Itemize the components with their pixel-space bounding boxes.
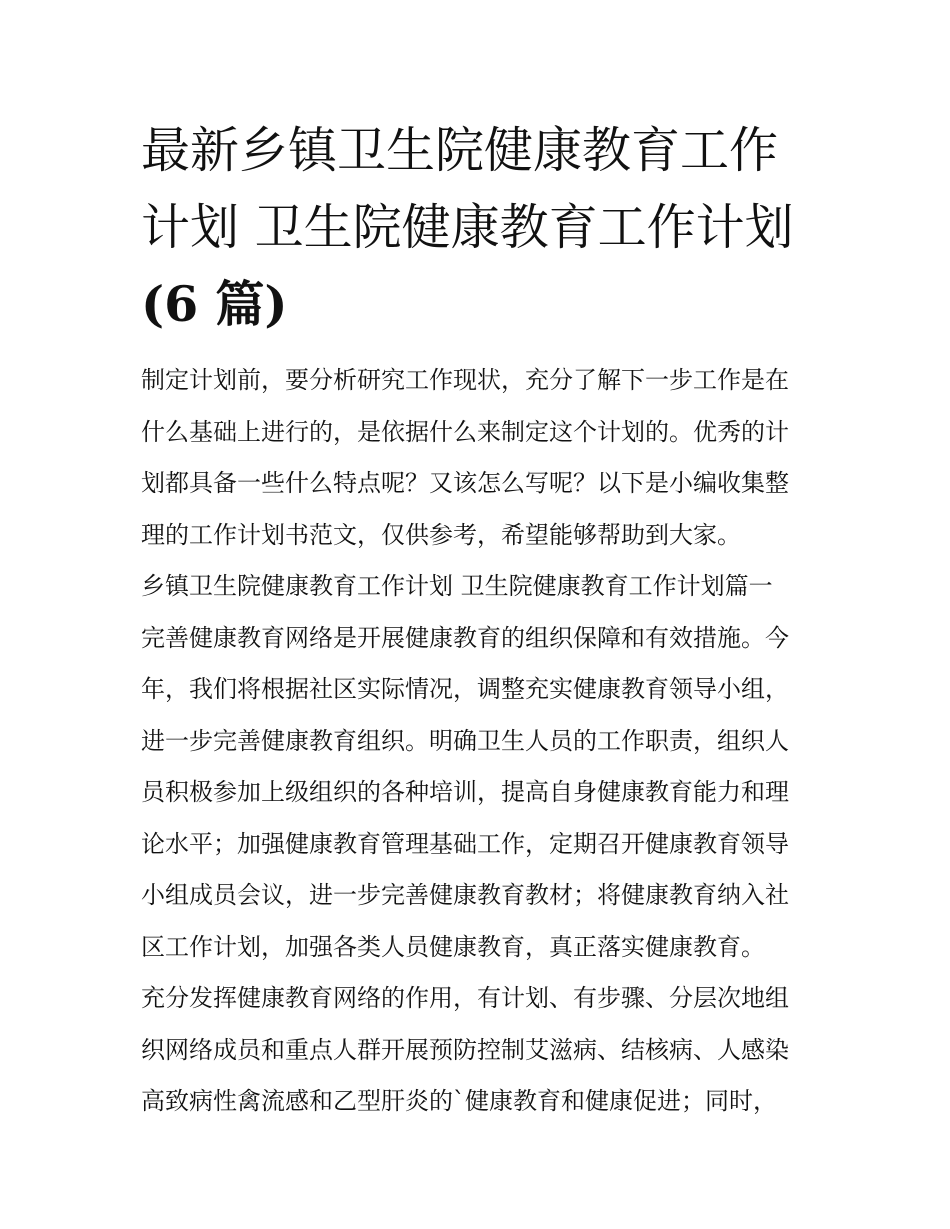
text-line: 完善健康教育网络是开展健康教育的组织保障和有效措施。今 [141,623,789,652]
text-line: 区工作计划，加强各类人员健康教育，真正落实健康教育。 [141,932,765,961]
title-line-3: (6 篇) [141,275,288,333]
text-line: 小组成员会议，进一步完善健康教育教材；将健康教育纳入社 [141,881,789,909]
text-line: 织网络成员和重点人群开展预防控制艾滋病、结核病、人感染 [141,1035,789,1064]
title-line-2: 计划 卫生院健康教育工作计划 [141,199,794,256]
paragraph-prevention [141,973,813,1128]
text-line: 理的工作计划书范文，仅供参考，希望能够帮助到大家。 [141,520,741,549]
text-line: 高致病性禽流感和乙型肝炎的`健康教育和健康促进；同时， [141,1087,777,1115]
document-title [141,112,813,343]
text-line: 划都具备一些什么特点呢？又该怎么写呢？以下是小编收集整 [141,469,789,497]
section-heading [141,561,813,613]
text-line: 乡镇卫生院健康教育工作计划 卫生院健康教育工作计划篇一 [141,572,773,600]
document-body [141,355,813,1128]
title-line-1: 最新乡镇卫生院健康教育工作 [141,122,779,179]
text-line: 制定计划前，要分析研究工作现状，充分了解下一步工作是在 [141,366,789,394]
text-line: 论水平；加强健康教育管理基础工作，定期召开健康教育领导 [141,829,789,858]
document-page [141,112,813,1128]
text-line: 年，我们将根据社区实际情况，调整充实健康教育领导小组， [141,675,789,703]
text-line: 进一步完善健康教育组织。明确卫生人员的工作职责，组织人 [141,726,789,755]
text-line: 员积极参加上级组织的各种培训，提高自身健康教育能力和理 [141,778,789,806]
text-line: 什么基础上进行的，是依据什么来制定这个计划的。优秀的计 [141,417,789,446]
text-line: 充分发挥健康教育网络的作用，有计划、有步骤、分层次地组 [141,984,789,1012]
paragraph-network [141,613,813,974]
paragraph-intro [141,355,813,561]
